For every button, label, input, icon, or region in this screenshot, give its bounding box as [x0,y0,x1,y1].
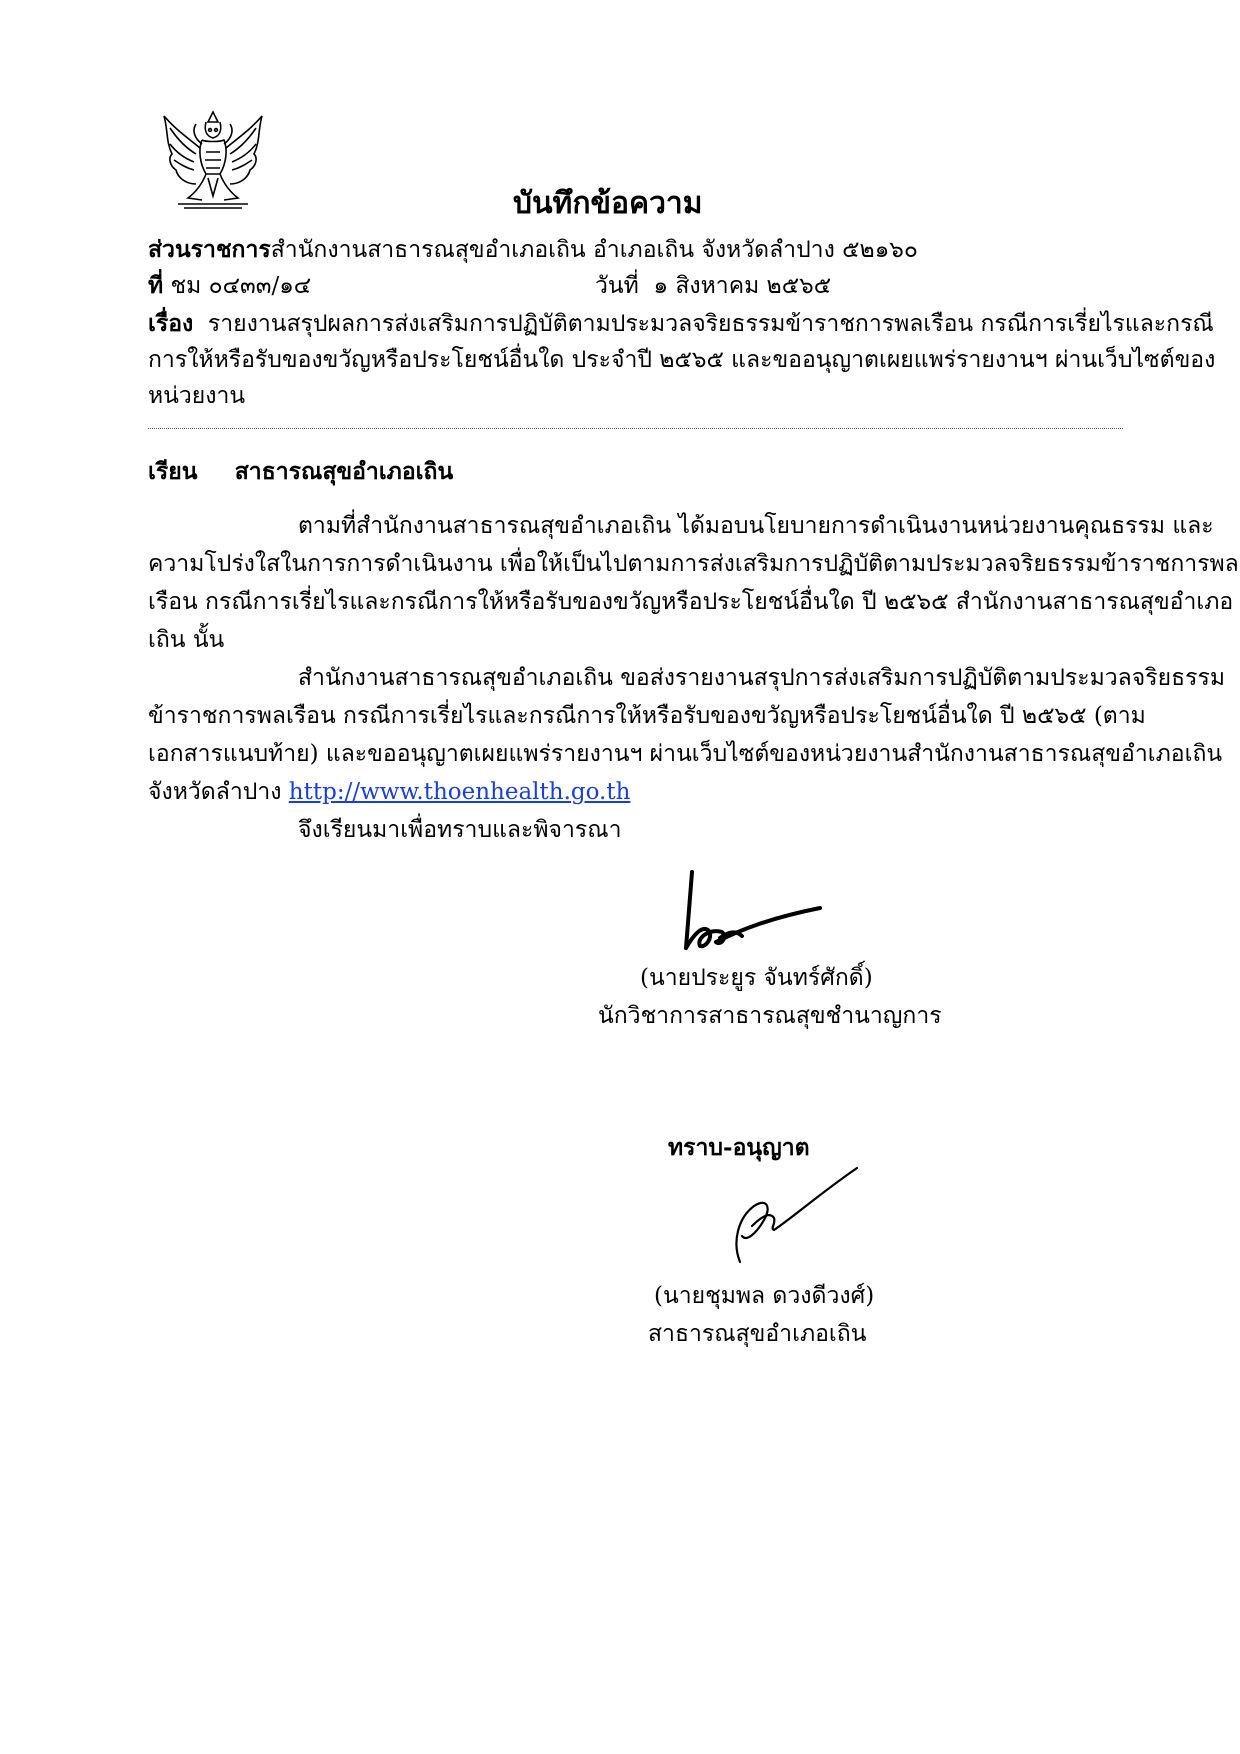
para2-line-1: สำนักงานสาธารณสุขอำเภอเถิน ขอส่งรายงานสรุปการส่งเสริมการปฏิบัติตามประมวลจริยธรรม [298,665,1225,691]
addressee-label: เรียน [148,458,198,485]
reference-line [148,268,311,304]
para1-line-3: เรือน กรณีการเรี่ยไรและกรณีการให้หรือรับของขวัญหรือประโยชน์อื่นใด ปี ๒๕๖๕ สำนักงานสาธารณสุขอำเภอ [148,589,1234,615]
subject-line-1 [148,306,1214,342]
para2-line-2: ข้าราชการพลเรือน กรณีการเรี่ยไรและกรณีการให้หรือรับของขวัญหรือประโยชน์อื่นใด ปี ๒๕๖๕ (ตาม [148,703,1146,729]
garuda-emblem-icon [158,108,268,214]
reference-label: ที่ [148,272,164,299]
approval-label: ทราบ-อนุญาต [668,1134,810,1161]
separator-line [148,428,1123,429]
subject-label: เรื่อง [148,310,194,337]
website-link[interactable]: http://www.thoenhealth.go.th [288,779,631,805]
closing-line: จึงเรียนมาเพื่อทราบและพิจารณา [298,817,622,843]
date-line [595,268,831,304]
para2-last-prefix: จังหวัดลำปาง [148,779,282,805]
addressee-line [148,454,453,490]
agency-line [148,232,918,268]
addressee-value: สาธารณสุขอำเภอเถิน [234,458,454,485]
date-label: วันที่ [595,273,639,299]
signer-1-name: (นายประยูร จันทร์ศักดิ์) [640,965,873,991]
agency-value: สำนักงานสาธารณสุขอำเภอเถิน อำเภอเถิน จังหวัดลำปาง ๕๒๑๖๐ [270,237,918,263]
para2-line-3: เอกสารแนบท้าย) และขออนุญาตเผยแพร่รายงานฯ ผ่านเว็บไซต์ของหน่วยงานสำนักงานสาธารณสุขอำเภอเถิน [148,741,1223,767]
para2-line-4 [148,774,630,810]
agency-label: ส่วนราชการ [148,236,271,263]
para1-line-1: ตามที่สำนักงานสาธารณสุขอำเภอเถิน ได้มอบนโยบายการดำเนินงานหน่วยงานคุณธรรม และ [298,513,1214,539]
reference-value: ชม ๐๔๓๓/๑๔ [170,273,312,299]
approver-name: (นายชุมพล ดวงดีวงศ์) [654,1283,875,1309]
date-value: ๑ สิงหาคม ๒๕๖๕ [653,273,832,299]
subject-line-3: หน่วยงาน [148,383,246,409]
signer-1-position: นักวิชาการสาธารณสุขชำนาญการ [598,1003,942,1029]
approver-position: สาธารณสุขอำเภอเถิน [648,1321,867,1347]
para1-line-4: เถิน นั้น [148,627,225,653]
signature-1-icon [680,868,830,958]
page-title: บันทึกข้อความ [513,186,703,221]
signature-2-icon [712,1162,862,1272]
para1-line-2: ความโปร่งใสในการการดำเนินงาน เพื่อให้เป็นไปตามการส่งเสริมการปฏิบัติตามประมวลจริยธรรมข้าราชการพล [148,551,1239,577]
subject-text: รายงานสรุปผลการส่งเสริมการปฏิบัติตามประมวลจริยธรรมข้าราชการพลเรือน กรณีการเรี่ยไรและกรณี [207,311,1214,337]
subject-line-2: การให้หรือรับของขวัญหรือประโยชน์อื่นใด ประจำปี ๒๕๖๕ และขออนุญาตเผยแพร่รายงานฯ ผ่านเว็บไซต์ของ [148,347,1216,373]
